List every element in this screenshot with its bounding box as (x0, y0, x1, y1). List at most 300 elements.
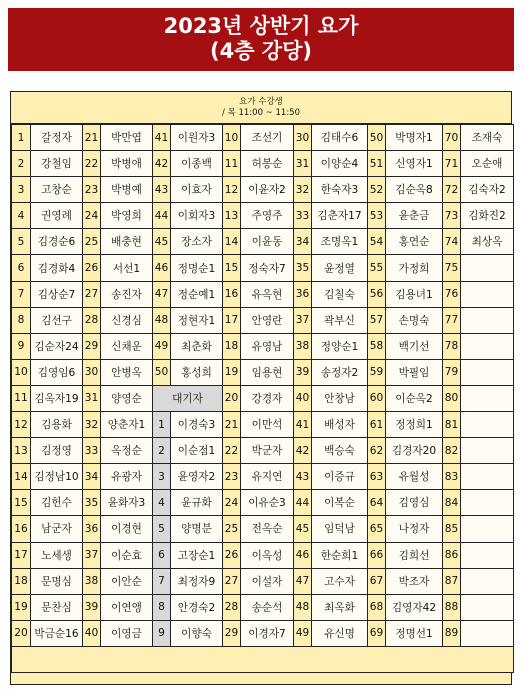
seat-number: 56 (368, 281, 386, 307)
student-name: 전옥순 (241, 516, 294, 542)
seat-number: 45 (153, 229, 171, 255)
title-line1: 2023년 상반기 요가 (163, 14, 359, 38)
student-name: 노세생 (31, 542, 83, 568)
student-name: 임덕남 (312, 516, 368, 542)
seat-number: 21 (223, 412, 241, 438)
roster-row (12, 568, 514, 594)
seat-number: 20 (223, 385, 241, 411)
seat-number: 37 (294, 307, 312, 333)
seat-number: 26 (83, 255, 101, 281)
student-name: 박병애 (101, 151, 153, 177)
student-name: 문명심 (31, 568, 83, 594)
student-name: 김희선 (386, 542, 443, 568)
seat-number: 35 (83, 490, 101, 516)
seat-number: 42 (153, 151, 171, 177)
student-name: 이종백 (171, 151, 223, 177)
student-name: 갈정자 (31, 125, 83, 151)
student-name: 김경화4 (31, 255, 83, 281)
student-name: 유광자 (101, 464, 153, 490)
student-name: 김영심 (386, 490, 443, 516)
student-name: 유영남 (241, 333, 294, 359)
student-name: 이향숙 (171, 620, 223, 646)
student-name (461, 255, 514, 281)
student-name: 조명옥1 (312, 229, 368, 255)
student-name: 권영례 (31, 203, 83, 229)
seat-number: 40 (294, 385, 312, 411)
student-name: 이옥성 (241, 542, 294, 568)
student-name: 이순옥2 (386, 385, 443, 411)
seat-number: 32 (83, 412, 101, 438)
roster-row (12, 281, 514, 307)
student-name (461, 438, 514, 464)
seat-number: 13 (223, 203, 241, 229)
student-name: 이경자7 (241, 620, 294, 646)
seat-number: 82 (443, 438, 461, 464)
seat-number: 17 (223, 307, 241, 333)
seat-number: 31 (83, 385, 101, 411)
seat-number: 25 (223, 516, 241, 542)
seat-number: 19 (12, 594, 31, 620)
seat-number: 69 (368, 620, 386, 646)
seat-number: 38 (294, 333, 312, 359)
student-name: 박필임 (386, 359, 443, 385)
seat-number: 34 (294, 229, 312, 255)
roster-row (12, 438, 514, 464)
seat-number: 66 (368, 542, 386, 568)
student-name: 이증규 (312, 464, 368, 490)
seat-number: 77 (443, 307, 461, 333)
student-name: 서선1 (101, 255, 153, 281)
student-name: 이복순 (312, 490, 368, 516)
student-name: 한순희1 (312, 542, 368, 568)
student-name: 주영주 (241, 203, 294, 229)
student-name: 박병예 (101, 177, 153, 203)
seat-number: 65 (368, 516, 386, 542)
seat-number: 67 (368, 568, 386, 594)
seat-number: 41 (153, 125, 171, 151)
seat-number: 47 (294, 568, 312, 594)
seat-number: 39 (294, 359, 312, 385)
student-name: 정양순1 (312, 333, 368, 359)
seat-number: 22 (223, 438, 241, 464)
seat-number: 18 (223, 333, 241, 359)
seat-number: 37 (83, 542, 101, 568)
seat-number: 47 (153, 281, 171, 307)
seat-number: 9 (153, 620, 171, 646)
student-name: 배성자 (312, 412, 368, 438)
student-name: 정명선1 (386, 620, 443, 646)
student-name: 이유순3 (241, 490, 294, 516)
seat-number: 11 (12, 385, 31, 411)
student-name: 유옥현 (241, 281, 294, 307)
student-name: 김춘자17 (312, 203, 368, 229)
seat-number: 36 (294, 281, 312, 307)
student-name: 안경숙2 (171, 594, 223, 620)
student-name (461, 385, 514, 411)
seat-number: 32 (294, 177, 312, 203)
student-name: 안병옥 (101, 359, 153, 385)
student-name: 이설자 (241, 568, 294, 594)
seat-number: 13 (12, 438, 31, 464)
seat-number: 61 (368, 412, 386, 438)
student-name (461, 281, 514, 307)
seat-number: 73 (443, 203, 461, 229)
student-name: 정정희1 (386, 412, 443, 438)
student-name: 이회자3 (171, 203, 223, 229)
seat-number: 6 (153, 542, 171, 568)
seat-number: 89 (443, 620, 461, 646)
student-name (461, 412, 514, 438)
roster-row (12, 464, 514, 490)
roster-empty-row (12, 646, 514, 672)
student-name: 정현자1 (171, 307, 223, 333)
student-name: 박군자 (241, 438, 294, 464)
seat-number: 34 (83, 464, 101, 490)
roster-header-schedule: / 목 11:00 ~ 11:50 (222, 108, 300, 118)
student-name: 송순석 (241, 594, 294, 620)
student-name: 신영자1 (386, 151, 443, 177)
seat-number: 9 (12, 333, 31, 359)
seat-number: 51 (368, 151, 386, 177)
student-name: 유신명 (312, 620, 368, 646)
seat-number: 14 (12, 464, 31, 490)
student-name: 옥정순 (101, 438, 153, 464)
seat-number: 71 (443, 151, 461, 177)
seat-number: 45 (294, 516, 312, 542)
seat-number: 1 (12, 125, 31, 151)
student-name: 장소자 (171, 229, 223, 255)
seat-number: 33 (294, 203, 312, 229)
student-name: 정숙자7 (241, 255, 294, 281)
seat-number: 43 (153, 177, 171, 203)
student-name: 송진자 (101, 281, 153, 307)
seat-number: 24 (83, 203, 101, 229)
seat-number: 83 (443, 464, 461, 490)
student-name: 김정영 (31, 438, 83, 464)
seat-number: 50 (153, 359, 171, 385)
roster-header-title: 요가 수강생 (239, 97, 283, 107)
seat-number: 12 (223, 177, 241, 203)
student-name: 윤춘금 (386, 203, 443, 229)
seat-number: 46 (153, 255, 171, 281)
roster-row (12, 229, 514, 255)
student-name: 이안순 (101, 568, 153, 594)
student-name: 이연앵 (101, 594, 153, 620)
student-name: 오순애 (461, 151, 514, 177)
seat-number: 28 (83, 307, 101, 333)
student-name: 김경자20 (386, 438, 443, 464)
roster-header (11, 92, 511, 124)
seat-number: 29 (83, 333, 101, 359)
roster-row (12, 594, 514, 620)
student-name: 최옥화 (312, 594, 368, 620)
student-name: 배충현 (101, 229, 153, 255)
seat-number: 52 (368, 177, 386, 203)
seat-number: 81 (443, 412, 461, 438)
student-name (461, 620, 514, 646)
seat-number: 87 (443, 568, 461, 594)
seat-number: 23 (223, 464, 241, 490)
student-name: 고수자 (312, 568, 368, 594)
student-name: 고창순 (31, 177, 83, 203)
seat-number: 44 (153, 203, 171, 229)
seat-number: 20 (12, 620, 31, 646)
seat-number: 63 (368, 464, 386, 490)
seat-number: 10 (12, 359, 31, 385)
student-name: 이만석 (241, 412, 294, 438)
student-name: 김용녀1 (386, 281, 443, 307)
seat-number: 27 (223, 568, 241, 594)
seat-number: 62 (368, 438, 386, 464)
student-name: 홍성희 (171, 359, 223, 385)
student-name: 신경심 (101, 307, 153, 333)
student-name: 김영임6 (31, 359, 83, 385)
seat-number: 26 (223, 542, 241, 568)
student-name: 이순점1 (171, 438, 223, 464)
seat-number: 60 (368, 385, 386, 411)
seat-number: 3 (12, 177, 31, 203)
seat-number: 44 (294, 490, 312, 516)
seat-number: 79 (443, 359, 461, 385)
student-name: 김용화 (31, 412, 83, 438)
student-name: 조선기 (241, 125, 294, 151)
seat-number: 42 (294, 438, 312, 464)
seat-number: 48 (294, 594, 312, 620)
roster-row (12, 203, 514, 229)
student-name: 이순효 (101, 542, 153, 568)
seat-number: 2 (153, 438, 171, 464)
student-name: 김화진2 (461, 203, 514, 229)
seat-number: 74 (443, 229, 461, 255)
seat-number: 54 (368, 229, 386, 255)
roster-table (11, 124, 514, 673)
student-name: 유월성 (386, 464, 443, 490)
student-name: 김경순6 (31, 229, 83, 255)
student-name: 김선구 (31, 307, 83, 333)
student-name: 이양순4 (312, 151, 368, 177)
seat-number: 75 (443, 255, 461, 281)
seat-number: 55 (368, 255, 386, 281)
roster-sheet (10, 91, 512, 685)
roster-row (12, 385, 514, 411)
student-name: 강경자 (241, 385, 294, 411)
student-name: 임용현 (241, 359, 294, 385)
seat-number: 31 (294, 151, 312, 177)
student-name: 이윤동 (241, 229, 294, 255)
student-name (461, 568, 514, 594)
student-name: 박명자1 (386, 125, 443, 151)
student-name: 고장순1 (171, 542, 223, 568)
roster-row (12, 359, 514, 385)
seat-number: 46 (294, 542, 312, 568)
seat-number: 28 (223, 594, 241, 620)
seat-number: 76 (443, 281, 461, 307)
student-name: 윤규화 (171, 490, 223, 516)
roster-row (12, 307, 514, 333)
seat-number: 29 (223, 620, 241, 646)
seat-number: 16 (12, 516, 31, 542)
seat-number: 58 (368, 333, 386, 359)
seat-number: 18 (12, 568, 31, 594)
seat-number: 84 (443, 490, 461, 516)
empty-cell (12, 646, 514, 672)
seat-number: 30 (294, 125, 312, 151)
student-name: 곽부신 (312, 307, 368, 333)
roster-body (12, 125, 514, 673)
student-name: 양명분 (171, 516, 223, 542)
seat-number: 25 (83, 229, 101, 255)
student-name: 손명숙 (386, 307, 443, 333)
roster-row (12, 177, 514, 203)
student-name (461, 307, 514, 333)
seat-number: 88 (443, 594, 461, 620)
student-name: 이경현 (101, 516, 153, 542)
student-name: 김숙자2 (461, 177, 514, 203)
student-name: 김헌수 (31, 490, 83, 516)
seat-number: 30 (83, 359, 101, 385)
student-name: 조재숙 (461, 125, 514, 151)
student-name (461, 542, 514, 568)
seat-number: 35 (294, 255, 312, 281)
seat-number: 49 (153, 333, 171, 359)
student-name: 최정자9 (171, 568, 223, 594)
seat-number: 80 (443, 385, 461, 411)
student-name: 박만엽 (101, 125, 153, 151)
seat-number: 21 (83, 125, 101, 151)
seat-number: 6 (12, 255, 31, 281)
student-name: 송정자2 (312, 359, 368, 385)
student-name: 김칠숙 (312, 281, 368, 307)
student-name: 백승숙 (312, 438, 368, 464)
student-name: 신채운 (101, 333, 153, 359)
seat-number: 27 (83, 281, 101, 307)
student-name: 박영희 (101, 203, 153, 229)
student-name: 문찬심 (31, 594, 83, 620)
seat-number: 15 (12, 490, 31, 516)
student-name: 이경숙3 (171, 412, 223, 438)
seat-number: 23 (83, 177, 101, 203)
seat-number: 64 (368, 490, 386, 516)
seat-number: 8 (153, 594, 171, 620)
seat-number: 16 (223, 281, 241, 307)
student-name: 강철임 (31, 151, 83, 177)
student-name: 이윤자2 (241, 177, 294, 203)
student-name: 윤정열 (312, 255, 368, 281)
seat-number: 70 (443, 125, 461, 151)
seat-number: 49 (294, 620, 312, 646)
title-line2: (4층 강당) (210, 39, 312, 63)
seat-number: 5 (153, 516, 171, 542)
seat-number: 38 (83, 568, 101, 594)
seat-number: 12 (12, 412, 31, 438)
student-name: 안영란 (241, 307, 294, 333)
roster-row (12, 542, 514, 568)
roster-row (12, 412, 514, 438)
seat-number: 4 (12, 203, 31, 229)
student-name: 최춘화 (171, 333, 223, 359)
seat-number: 41 (294, 412, 312, 438)
seat-number: 22 (83, 151, 101, 177)
seat-number: 86 (443, 542, 461, 568)
student-name: 김영자42 (386, 594, 443, 620)
student-name: 가정희 (386, 255, 443, 281)
student-name: 박금순16 (31, 620, 83, 646)
roster-row (12, 151, 514, 177)
roster-row (12, 333, 514, 359)
seat-number: 4 (153, 490, 171, 516)
student-name: 나정자 (386, 516, 443, 542)
student-name: 박조자 (386, 568, 443, 594)
seat-number: 53 (368, 203, 386, 229)
seat-number: 15 (223, 255, 241, 281)
seat-number: 33 (83, 438, 101, 464)
seat-number: 10 (223, 125, 241, 151)
seat-number: 14 (223, 229, 241, 255)
seat-number: 78 (443, 333, 461, 359)
student-name: 이영금 (101, 620, 153, 646)
student-name: 윤영자2 (171, 464, 223, 490)
student-name (461, 490, 514, 516)
seat-number: 40 (83, 620, 101, 646)
student-name: 양영순 (101, 385, 153, 411)
roster-row (12, 620, 514, 646)
student-name: 허봉순 (241, 151, 294, 177)
roster-row (12, 255, 514, 281)
student-name (461, 594, 514, 620)
student-name (461, 333, 514, 359)
seat-number: 11 (223, 151, 241, 177)
student-name: 이효자 (171, 177, 223, 203)
student-name: 정명순1 (171, 255, 223, 281)
seat-number: 72 (443, 177, 461, 203)
seat-number: 2 (12, 151, 31, 177)
student-name: 김순옥8 (386, 177, 443, 203)
seat-number: 1 (153, 412, 171, 438)
seat-number: 36 (83, 516, 101, 542)
seat-number: 19 (223, 359, 241, 385)
student-name (461, 516, 514, 542)
roster-row (12, 125, 514, 151)
student-name: 안창남 (312, 385, 368, 411)
roster-row (12, 516, 514, 542)
student-name: 김옥자19 (31, 385, 83, 411)
student-name: 정순예1 (171, 281, 223, 307)
student-name: 백기선 (386, 333, 443, 359)
seat-number: 59 (368, 359, 386, 385)
student-name (461, 464, 514, 490)
student-name: 이원자3 (171, 125, 223, 151)
roster-row (12, 490, 514, 516)
student-name: 김태수6 (312, 125, 368, 151)
seat-number: 3 (153, 464, 171, 490)
seat-number: 43 (294, 464, 312, 490)
student-name (461, 359, 514, 385)
student-name: 김상순7 (31, 281, 83, 307)
waitlist-label: 대기자 (153, 385, 223, 411)
student-name: 윤화자3 (101, 490, 153, 516)
title-banner (8, 8, 514, 71)
seat-number: 17 (12, 542, 31, 568)
student-name: 최상옥 (461, 229, 514, 255)
seat-number: 39 (83, 594, 101, 620)
seat-number: 85 (443, 516, 461, 542)
seat-number: 7 (153, 568, 171, 594)
seat-number: 68 (368, 594, 386, 620)
seat-number: 7 (12, 281, 31, 307)
student-name: 남군자 (31, 516, 83, 542)
student-name: 김순자24 (31, 333, 83, 359)
student-name: 홍연순 (386, 229, 443, 255)
